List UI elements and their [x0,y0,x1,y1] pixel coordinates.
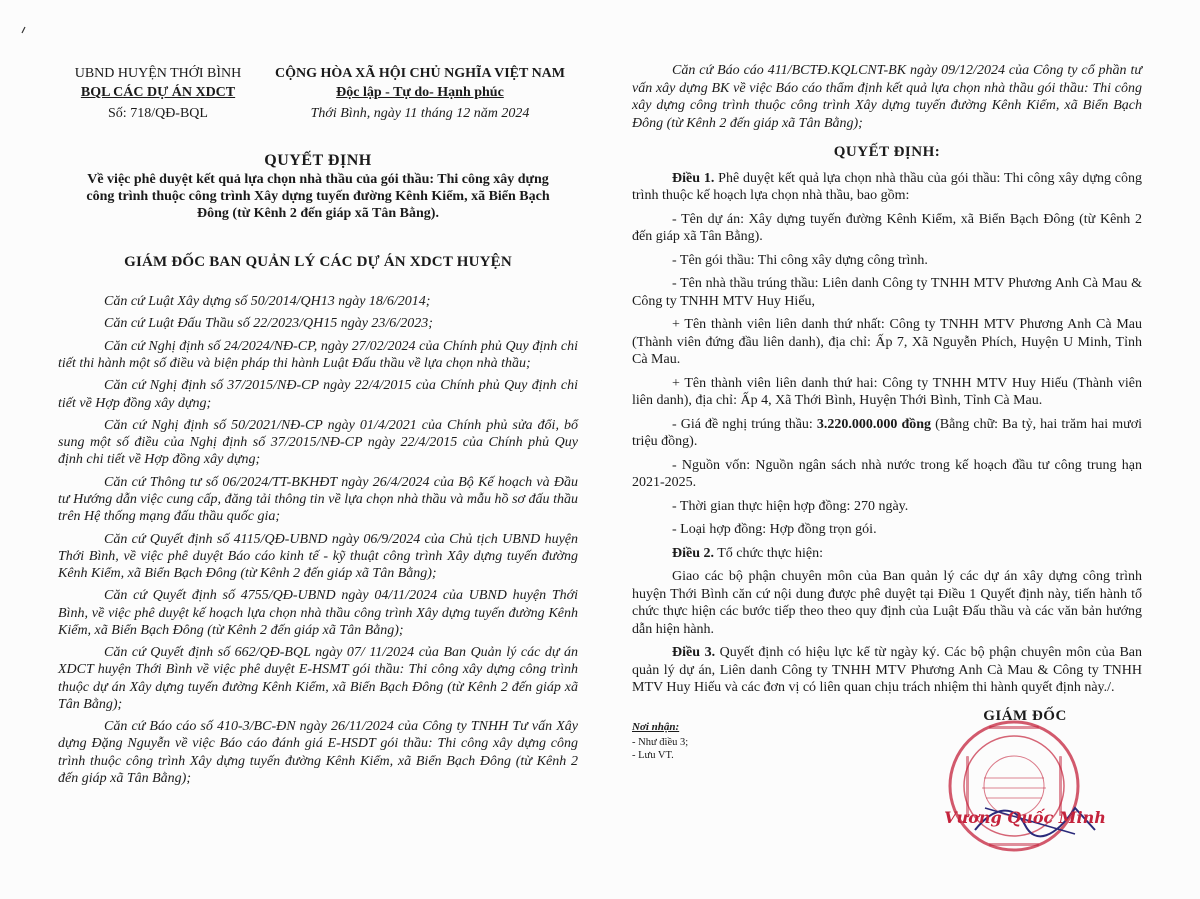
legal-bases [58,293,578,792]
issuing-authority: GIÁM ĐỐC BAN QUẢN LÝ CÁC DỰ ÁN XDCT HUYỆN [124,254,512,270]
article-2-body: Giao các bộ phận chuyên môn của Ban quản lý các dự án xây dựng công trình huyện Thới Bình căn cứ nội dung được phê duyệt tại Điều 1 Quyết định này, tiến hành tổ chức thực hiện các bước tiếp theo theo quy định của Luật Đấu thầu và các văn bản hướng dẫn hiện hành. [632,569,1142,637]
national-motto: Độc lập - Tự do- Hạnh phúc [336,85,504,100]
article-1-item: - Tên nhà thầu trúng thầu: Liên danh Công ty TNHH MTV Phương Anh Cà Mau & Công ty TNHH MTV Huy Hiếu, [632,276,1142,309]
issuer-line-2: BQL CÁC DỰ ÁN XDCT [80,85,236,100]
article-1-lead: Điều 1. [672,170,715,186]
bid-price-prefix: - Giá đề nghị trúng thầu: [672,416,817,432]
basis-item: Căn cứ Nghị định số 50/2021/NĐ-CP ngày 01/4/2021 của Chính phủ sửa đổi, bổ sung một số điều của Nghị định số 37/2015/NĐ-CP ngày 22/4/2015 của Chính phủ Quy định chi tiết về Hợp đồng xây dựng; [58,417,578,468]
article-1-item: - Loại hợp đồng: Hợp đồng trọn gói. [672,522,877,537]
bid-price-value: 3.220.000.000 đồng [816,416,932,432]
decision-body [632,62,1142,703]
basis-item: Căn cứ Quyết định số 662/QĐ-BQL ngày 07/ 11/2024 của Ban Quản lý các dự án XDCT huyện Thới Bình về việc phê duyệt E-HSMT gói thầu: Thi công xây dựng công trình thuộc dự án Xây dựng tuyến đường Kênh Kiểm, xã Biển Bạch Đông (từ Kênh 2 đến giáp xã Tân Bằng); [58,645,578,712]
signatory-title: GIÁM ĐỐC [983,708,1067,724]
article-2 [632,545,1142,563]
recipient-item: - Như điều 3; [632,737,689,748]
basis-item: Căn cứ Nghị định số 37/2015/NĐ-CP ngày 22/4/2015 của Chính phủ Quy định chi tiết về Hợp đồng xây dựng; [58,378,578,411]
signer-name: Vương Quốc Minh [944,808,1106,827]
place-date: Thới Bình, ngày 11 tháng 12 năm 2024 [310,106,530,121]
national-header [262,64,578,123]
basis-item: Căn cứ Báo cáo số 410-3/BC-ĐN ngày 26/11/2024 của Công ty TNHH Tư vấn Xây dựng Đặng Nguyễn về việc Báo cáo đánh giá E-HSDT gói thầu: Thi công xây dựng công trình thuộc công trình Xây dựng tuyến đường Kênh Kiểm, xã Biển Bạch Đông (từ Kênh 2 đến giáp xã Tân Bằng); [58,719,578,786]
basis-item: Căn cứ Nghị định số 24/2024/NĐ-CP, ngày 27/02/2024 của Chính phủ Quy định chi tiết thi hành một số điều và biện pháp thi hành Luật Đấu thầu về lựa chọn nhà thầu; [58,338,578,371]
recipients-block [632,721,832,762]
issuer-block [58,64,258,123]
article-3-lead: Điều 3. [672,645,716,660]
article-1-item: - Nguồn vốn: Nguồn ngân sách nhà nước trong kế hoạch đầu tư công trung hạn 2021-2025. [632,457,1142,490]
recipient-item: - Lưu VT. [632,750,674,761]
basis-item: Căn cứ Luật Xây dựng số 50/2014/QH13 ngày 18/6/2014; [104,294,431,309]
basis-item-last: Căn cứ Báo cáo 411/BCTĐ.KQLCNT-BK ngày 09/12/2024 của Công ty cổ phần tư vấn xây dựng BK về việc Báo cáo thẩm định kết quả lựa chọn nhà thầu gói thầu: Thi công xây dựng công trình thuộc công trình Xây dựng tuyến đường Kênh Kiểm, xã Biển Bạch Đông (từ Kênh 2 đến giáp xã Tân Bằng); [632,63,1142,131]
article-3 [632,644,1142,697]
article-2-lead: Điều 2. [672,545,714,561]
basis-item: Căn cứ Luật Đấu Thầu số 22/2023/QH15 ngày 23/6/2023; [104,316,433,332]
article-2-text: Tổ chức thực hiện: [714,545,823,561]
document-number: Số: 718/QĐ-BQL [108,106,208,121]
basis-item: Căn cứ Quyết định số 4115/QĐ-UBND ngày 06/9/2024 của Chủ tịch UBND huyện Thới Bình, về việc phê duyệt Báo cáo kinh tế - kỹ thuật công trình Xây dựng tuyến đường Kênh Kiểm, xã Biển Bạch Đông (từ Kênh 2 đến giáp xã Tân Bằng); [58,531,578,581]
decision-heading: QUYẾT ĐỊNH: [833,144,941,160]
document-subject: Về việc phê duyệt kết quả lựa chọn nhà thầu của gói thầu: Thi công xây dựng công trình thuộc công trình Xây dựng tuyến đường Kênh Kiểm, xã Biển Bạch Đông (từ Kênh 2 đến giáp xã Tân Bằng). [86,172,550,221]
recipients-title: Nơi nhận: [632,721,680,733]
basis-item: Căn cứ Quyết định số 4755/QĐ-UBND ngày 04/11/2024 của UBND huyện Thới Bình, về việc phê duyệt kế hoạch lựa chọn nhà thầu công trình Xây dựng tuyến đường Kênh Kiểm, xã Biển Bạch Đông (từ Kênh 2 đến giáp xã Tân Bằng); [58,588,578,638]
article-3-text: Quyết định có hiệu lực kể từ ngày ký. Các bộ phận chuyên môn của Ban quản lý dự án, Liên danh Công ty TNHH MTV Phương Anh Cà Mau & Công ty TNHH MTV Huy Hiếu và các đơn vị có liên quan chịu trách nhiệm thi hành quyết định này./. [632,645,1143,695]
basis-item: Căn cứ Thông tư số 06/2024/TT-BKHĐT ngày 26/4/2024 của Bộ Kế hoạch và Đầu tư Hướng dẫn việc cung cấp, đăng tải thông tin về lựa chọn nhà thầu và mẫu hồ sơ đấu thầu trên Hệ thống mạng đấu thầu quốc gia; [58,474,578,525]
article-1-item: + Tên thành viên liên danh thứ hai: Công ty TNHH MTV Huy Hiếu (Thành viên liên danh), địa chỉ: Ấp 4, Xã Thới Bình, Huyện Thới Bình, Tỉnh Cà Mau. [632,375,1142,408]
bid-price-words: (Bằng chữ: Ba tỷ, hai trăm hai mươi triệu đồng). [632,416,1142,449]
nation-title: CỘNG HÒA XÃ HỘI CHỦ NGHĨA VIỆT NAM [274,66,565,81]
issuer-line-1: UBND HUYỆN THỚI BÌNH [74,66,242,81]
article-1-item: - Thời gian thực hiện hợp đồng: 270 ngày. [672,498,909,514]
scan-mark [20,22,28,32]
article-1 [632,170,1142,205]
bid-price [632,416,1142,451]
article-1-item: - Tên gói thầu: Thi công xây dựng công trình. [672,252,928,268]
article-1-item: + Tên thành viên liên danh thứ nhất: Công ty TNHH MTV Phương Anh Cà Mau (Thành viên đứng đầu liên danh), địa chỉ: Ấp 7, Xã Nguyễn Phích, Huyện U Minh, Tỉnh Cà Mau. [632,317,1142,367]
document-title: QUYẾT ĐỊNH [264,152,372,169]
article-1-item: - Tên dự án: Xây dựng tuyến đường Kênh Kiểm, xã Biển Bạch Đông (từ Kênh 2 đến giáp xã Tân Bằng). [632,211,1142,244]
title-block [58,151,578,222]
article-1-text: Phê duyệt kết quả lựa chọn nhà thầu của gói thầu: Thi công xây dựng công trình thuộc kế hoạch lựa chọn nhà thầu, bao gồm: [632,170,1143,203]
